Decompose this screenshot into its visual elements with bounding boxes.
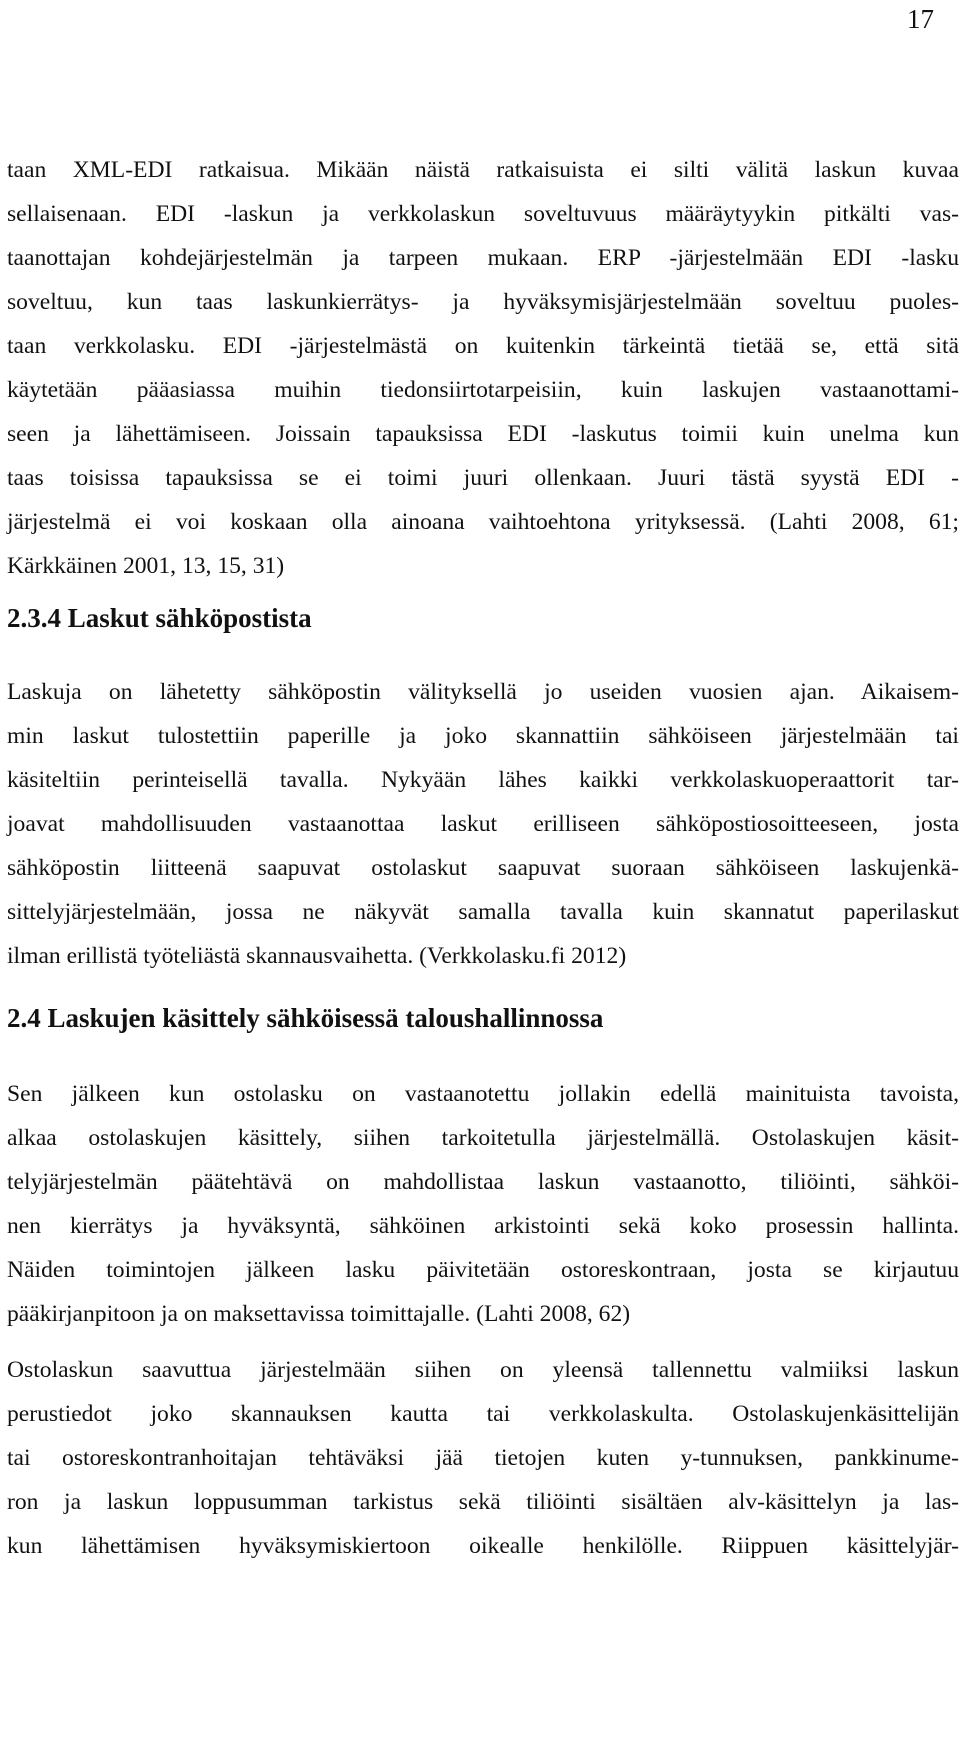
text-line: sähköpostin liitteenä saapuvat ostolaskut saapuvat suoraan sähköiseen laskujenkä- [7,855,959,881]
text-line: Laskuja on lähetetty sähköpostin välityksellä jo useiden vuosien ajan. Aikaisem- [7,679,959,705]
text-line: seen ja lähettämiseen. Joissain tapauksissa EDI -laskutus toimii kuin unelma kun [7,421,959,447]
text-line: ron ja laskun loppusumman tarkistus sekä tiliöinti sisältäen alv-käsittelyn ja las- [7,1489,959,1515]
text-line: telyjärjestelmän päätehtävä on mahdollistaa laskun vastaanotto, tiliöinti, sähköi- [7,1169,959,1195]
section-heading-2-4: 2.4 Laskujen käsittely sähköisessä taloushallinnossa [7,1003,604,1033]
text-line: sellaisenaan. EDI -laskun ja verkkolaskun soveltuvuus määräytyykin pitkälti vas- [7,201,959,227]
text-line: Kärkkäinen 2001, 13, 15, 31) [7,553,285,579]
document-body [7,148,959,1568]
paragraph-invoice-processing [7,1072,959,1336]
text-line: taas toisissa tapauksissa se ei toimi juuri ollenkaan. Juuri tästä syystä EDI - [7,465,959,491]
text-line: tai ostoreskontranhoitajan tehtäväksi jää tietojen kuten y-tunnuksen, pankkinume- [7,1445,959,1471]
text-line: nen kierrätys ja hyväksyntä, sähköinen arkistointi sekä koko prosessin hallinta. [7,1213,959,1239]
text-line: sittelyjärjestelmään, jossa ne näkyvät samalla tavalla kuin skannatut paperilaskut [7,899,959,925]
text-line: min laskut tulostettiin paperille ja joko skannattiin sähköiseen järjestelmään tai [7,723,959,749]
paragraph-invoice-arrival [7,1348,959,1568]
text-line: Ostolaskun saavuttua järjestelmään siihen on yleensä tallennettu valmiiksi laskun [7,1357,959,1383]
text-line: pääkirjanpitoon ja on maksettavissa toimittajalle. (Lahti 2008, 62) [7,1301,631,1327]
paragraph-email-invoices [7,670,959,978]
page-number: 17 [907,4,934,34]
text-line: kun lähettämisen hyväksymiskiertoon oikealle henkilölle. Riippuen käsittelyjär- [7,1533,959,1559]
text-line: Sen jälkeen kun ostolasku on vastaanotettu jollakin edellä mainituista tavoista, [7,1081,959,1107]
text-line: taan XML-EDI ratkaisua. Mikään näistä ratkaisuista ei silti välitä laskun kuvaa [7,157,959,183]
text-line: alkaa ostolaskujen käsittely, siihen tarkoitetulla järjestelmällä. Ostolaskujen käsit- [7,1125,959,1151]
text-line: järjestelmä ei voi koskaan olla ainoana vaihtoehtona yrityksessä. (Lahti 2008, 61; [7,509,959,535]
text-line: soveltuu, kun taas laskunkierrätys- ja hyväksymisjärjestelmään soveltuu puoles- [7,289,959,315]
text-line: käytetään pääasiassa muihin tiedonsiirtotarpeisiin, kuin laskujen vastaanottami- [7,377,959,403]
text-line: Näiden toimintojen jälkeen lasku päivitetään ostoreskontraan, josta se kirjautuu [7,1257,959,1283]
paragraph-edi-summary [7,148,959,588]
text-line: käsiteltiin perinteisellä tavalla. Nykyään lähes kaikki verkkolaskuoperaattorit tar- [7,767,959,793]
text-line: joavat mahdollisuuden vastaanottaa laskut erilliseen sähköpostiosoitteeseen, josta [7,811,959,837]
text-line: ilman erillistä työteliästä skannausvaihetta. (Verkkolasku.fi 2012) [7,943,627,969]
text-line: taan verkkolasku. EDI -järjestelmästä on kuitenkin tärkeintä tietää se, että sitä [7,333,959,359]
text-line: taanottajan kohdejärjestelmän ja tarpeen mukaan. ERP -järjestelmään EDI -lasku [7,245,959,271]
text-line: perustiedot joko skannauksen kautta tai verkkolaskulta. Ostolaskujenkäsittelijän [7,1401,959,1427]
section-heading-2-3-4: 2.3.4 Laskut sähköpostista [7,603,312,633]
